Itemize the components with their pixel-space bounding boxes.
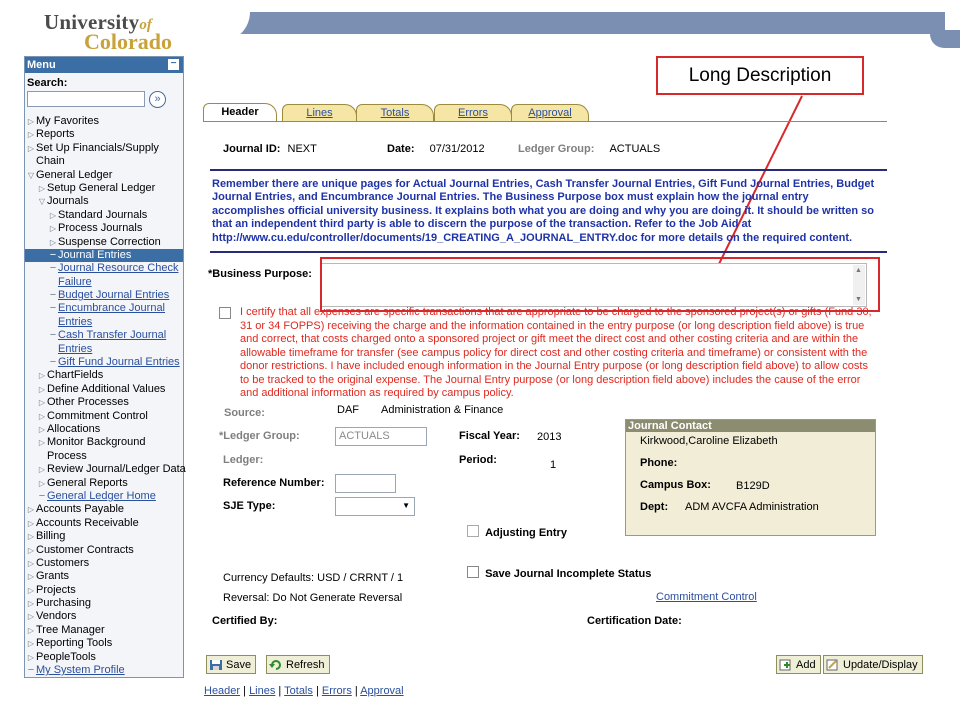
expand-icon: ▷ (27, 545, 35, 555)
expand-icon: ▷ (27, 143, 35, 153)
save-icon (209, 659, 223, 671)
sidebar-item-label: Define Additional Values (47, 382, 166, 395)
sidebar-item[interactable] (25, 477, 183, 490)
fiscal-year-value: 2013 (537, 431, 562, 443)
sidebar-item-label: Suspense Correction (58, 235, 161, 248)
sidebar-item-label: Accounts Payable (36, 503, 125, 516)
campus-box-label: Campus Box: (640, 479, 711, 491)
adjusting-entry-checkbox[interactable] (467, 525, 479, 537)
ledger-group-label: Ledger Group: (518, 143, 595, 155)
journal-contact-box (625, 419, 876, 536)
sidebar-item[interactable] (25, 316, 183, 329)
save-label: Save (226, 659, 252, 671)
footer-link-errors[interactable]: Errors (321, 685, 352, 697)
sidebar-item-label: Entries (58, 315, 93, 328)
sidebar-item-label: My Favorites (36, 115, 99, 127)
long-description-highlight (320, 257, 880, 312)
sidebar-item-label: Grants (36, 570, 70, 583)
footer-links (204, 685, 404, 697)
expand-icon: ▷ (38, 438, 46, 448)
fiscal-year-label: Fiscal Year: (459, 430, 520, 442)
add-button[interactable] (776, 655, 821, 674)
tab-header[interactable]: Header (203, 103, 277, 121)
update-display-label: Update/Display (843, 659, 918, 671)
long-description-callout: Long Description (656, 56, 864, 95)
sidebar-item[interactable] (25, 142, 183, 155)
sidebar-item[interactable] (25, 557, 183, 570)
refresh-button[interactable] (266, 655, 330, 674)
adjusting-entry-row (467, 525, 567, 539)
expand-icon: ▷ (27, 585, 35, 595)
sidebar-item[interactable] (25, 410, 183, 423)
sidebar-item-label: Customer Contracts (36, 543, 134, 556)
sidebar-item[interactable] (25, 115, 183, 128)
expand-icon: ▷ (27, 572, 35, 582)
leaf-icon: − (49, 289, 57, 302)
scroll-up-icon[interactable]: ▲ (855, 267, 862, 274)
dropdown-arrow-icon: ▼ (402, 501, 410, 510)
certification-text: I certify that all expenses are specific transactions that are appropriate to be charged to the sponsored project(s) or gifts (Fund 30, 31 or 34 FOPPS) receiving the charge and the information contained in the entry purpose (or long description field above) is true and correct, that costs charged onto a sponsored project or gift meet the direct cost and other costing criteria and are within the allowable timeframe for transfer (see campus policy for direct cost and other costing criteria and timeframe) or consistent with the donor restrictions. I have included enough information in the Journal Entry purpose (or long description field above) to allow costs to be tracked to the original expense. The Journal Entry purpose (or long description field above) includes the cause of the error and additional information as required by campus policy. (240, 306, 872, 399)
sidebar-menu (24, 56, 184, 678)
currency-defaults: Currency Defaults: USD / CRRNT / 1 (223, 572, 404, 584)
sidebar-item[interactable] (25, 570, 183, 583)
footer-link-header[interactable]: Header (204, 685, 241, 697)
certification-date-label: Certification Date: (587, 615, 682, 627)
minimize-icon[interactable]: − (168, 59, 179, 70)
date-label: Date: (387, 143, 415, 155)
journal-ledger-group-row (518, 143, 660, 155)
search-go-icon[interactable]: » (149, 91, 166, 108)
journal-date-row (387, 143, 485, 155)
ledger-group-input[interactable]: ACTUALS (335, 427, 427, 446)
reference-number-input[interactable] (335, 474, 396, 493)
sidebar-item[interactable] (25, 517, 183, 530)
sidebar-item[interactable] (25, 490, 183, 503)
leaf-icon: − (49, 302, 57, 315)
scroll-down-icon[interactable]: ▼ (855, 296, 862, 303)
header-band-curve (190, 12, 250, 42)
collapse-icon: ▽ (38, 197, 46, 207)
sidebar-item[interactable] (25, 209, 183, 222)
refresh-label: Refresh (286, 659, 325, 671)
sidebar-item[interactable] (25, 637, 183, 650)
sidebar-item-label: Customers (36, 556, 90, 569)
sidebar-item-label: Allocations (47, 422, 101, 435)
sidebar-item-label: Entries (58, 342, 93, 355)
sidebar-item-label: Vendors (36, 610, 77, 623)
expand-icon: ▷ (27, 130, 35, 140)
sidebar-item-label: Setup General Ledger (47, 181, 156, 194)
expand-icon: ▷ (27, 558, 35, 568)
tab-totals[interactable]: Totals (356, 104, 434, 121)
dept-value: ADM AVCFA Administration (685, 501, 819, 513)
sidebar-item-label: Standard Journals (58, 208, 148, 221)
period-label: Period: (459, 454, 497, 466)
sje-type-label: SJE Type: (223, 500, 276, 512)
sidebar-item[interactable] (25, 329, 183, 342)
expand-icon: ▷ (38, 411, 46, 421)
collapse-icon: ▽ (27, 170, 35, 180)
source-label: Source: (224, 407, 265, 419)
contact-phone-label: Phone: (640, 457, 678, 469)
sidebar-item[interactable] (25, 624, 183, 637)
sidebar-item[interactable] (25, 463, 186, 476)
divider-top (210, 169, 887, 171)
sidebar-item[interactable] (25, 651, 183, 664)
link-separator: | (240, 685, 250, 697)
sidebar-item[interactable] (25, 423, 183, 436)
sje-type-select[interactable] (335, 497, 415, 516)
journal-id-label: Journal ID: (223, 143, 281, 155)
sidebar-item[interactable] (25, 610, 183, 623)
sidebar-item-label: Process Journals (58, 222, 143, 235)
sidebar-item-label: General Ledger (36, 168, 113, 181)
footer-link-approval[interactable]: Approval (360, 685, 404, 697)
save-incomplete-row (467, 566, 651, 580)
sidebar-item[interactable] (25, 155, 183, 168)
update-display-button[interactable] (823, 655, 923, 674)
link-separator: | (351, 685, 361, 697)
sidebar-item-label: General Ledger Home (47, 489, 156, 502)
search-label: Search: (27, 77, 68, 89)
leaf-icon: − (49, 329, 57, 342)
sidebar-item[interactable] (25, 369, 183, 382)
sidebar-item[interactable] (25, 289, 183, 302)
sidebar-item-label: Set Up Financials/Supply (36, 141, 159, 154)
sidebar-item[interactable] (25, 182, 183, 195)
sidebar-item[interactable] (25, 450, 183, 463)
sidebar-item-label: Gift Fund Journal Entries (58, 356, 180, 369)
sidebar-item[interactable] (25, 169, 183, 182)
sidebar-item[interactable] (25, 383, 183, 396)
contact-name: Kirkwood,Caroline Elizabeth (640, 435, 778, 447)
tab-lines[interactable]: Lines (282, 104, 357, 121)
expand-icon: ▷ (49, 224, 57, 234)
expand-icon: ▷ (38, 398, 46, 408)
journal-id-row (223, 143, 317, 155)
search-input[interactable] (27, 91, 145, 107)
footer-link-lines[interactable]: Lines (249, 685, 276, 697)
sidebar-item-label: Projects (36, 583, 76, 596)
expand-icon: ▷ (27, 518, 35, 528)
expand-icon: ▷ (27, 505, 35, 515)
expand-icon: ▷ (38, 465, 46, 475)
sidebar-item[interactable] (25, 262, 183, 275)
expand-icon: ▷ (49, 210, 57, 220)
sidebar-item-label: Purchasing (36, 597, 92, 610)
sidebar-item-label: Cash Transfer Journal (58, 329, 167, 342)
reversal-text: Reversal: Do Not Generate Reversal (223, 592, 403, 604)
business-purpose-label: *Business Purpose: (208, 268, 312, 280)
commitment-control-link[interactable]: Commitment Control (656, 591, 757, 603)
expand-icon: ▷ (27, 652, 35, 662)
header-band-corner (930, 30, 960, 48)
leaf-icon: − (49, 262, 57, 275)
expand-icon: ▷ (27, 625, 35, 635)
sidebar-item-label: Failure (58, 275, 92, 288)
sidebar-item-label: PeopleTools (36, 650, 96, 663)
campus-box-value: B129D (736, 480, 770, 492)
leaf-icon: − (49, 248, 57, 261)
journal-contact-title: Journal Contact (626, 420, 875, 432)
sidebar-item-label: Tree Manager (36, 623, 105, 636)
expand-icon: ▷ (38, 384, 46, 394)
certification-checkbox[interactable] (219, 307, 231, 319)
sidebar-item[interactable] (25, 343, 183, 356)
sidebar-item-label: Billing (36, 530, 66, 543)
sidebar-item-label: Other Processes (47, 396, 129, 409)
sidebar-item[interactable] (25, 530, 183, 543)
form-ledger-group-label: *Ledger Group: (219, 430, 300, 442)
footer-link-totals[interactable]: Totals (284, 685, 313, 697)
refresh-icon (269, 659, 283, 671)
source-desc: Administration & Finance (381, 404, 504, 416)
add-icon (779, 659, 793, 671)
sidebar-item[interactable] (25, 664, 183, 677)
sidebar-item-label: Review Journal/Ledger Data (47, 463, 186, 476)
link-separator: | (312, 685, 322, 697)
sidebar-item-label: Encumbrance Journal (58, 302, 166, 315)
business-purpose-notice: Remember there are unique pages for Actual Journal Entries, Cash Transfer Journal Entries, Gift Fund Journal Entries, Budget Journal Entries, and Encumbrance Journal Entries. The Business Purpose box must explain how the journal entry accomplishes official university business. It explains both what you are doing and why you are doing it. It should be written so that an independent third party is able to discern the purpose of the transaction. Refer to the Job Aid at http://www.cu.edu/controller/documents/19_CREATING_A_JOURNAL_ENTRY.doc for more details on the required content. (212, 178, 875, 244)
save-incomplete-label: Save Journal Incomplete Status (485, 568, 652, 580)
expand-icon: ▷ (27, 117, 35, 126)
source-code: DAF (337, 404, 359, 416)
link-separator: | (275, 685, 285, 697)
sidebar-item-label: ChartFields (47, 369, 104, 382)
expand-icon: ▷ (27, 532, 35, 542)
expand-icon: ▷ (38, 478, 46, 488)
expand-icon: ▷ (38, 371, 46, 381)
header-band (190, 12, 945, 34)
divider-bottom (210, 251, 887, 253)
period-value: 1 (550, 459, 557, 471)
sidebar-item-label: Accounts Receivable (36, 516, 139, 529)
sidebar-item[interactable] (25, 544, 183, 557)
sidebar-item-label: Chain (36, 155, 65, 168)
sidebar-item[interactable] (25, 302, 183, 315)
sidebar-item[interactable] (25, 396, 183, 409)
add-label: Add (796, 659, 816, 671)
journal-id-value: NEXT (287, 143, 317, 155)
ledger-group-value: ACTUALS (609, 143, 661, 155)
expand-icon: ▷ (27, 599, 35, 609)
menu-list (25, 115, 186, 677)
leaf-icon: − (38, 489, 46, 502)
sidebar-item-label: Journal Entries (58, 248, 132, 261)
dept-label: Dept: (640, 501, 669, 513)
sidebar-item-label: General Reports (47, 476, 128, 489)
sidebar-item-label: Reporting Tools (36, 637, 113, 650)
sidebar-item-label: Budget Journal Entries (58, 289, 170, 302)
sidebar-item-label: Journal Resource Check (58, 262, 179, 275)
save-incomplete-checkbox[interactable] (467, 566, 479, 578)
sidebar-item-label: Process (47, 449, 87, 462)
expand-icon: ▷ (38, 424, 46, 434)
expand-icon: ▷ (49, 237, 57, 247)
sidebar-item-label: My System Profile (36, 664, 125, 677)
sidebar-item-label: Commitment Control (47, 409, 148, 422)
sidebar-item[interactable] (25, 222, 183, 235)
menu-title: Menu (27, 59, 56, 71)
leaf-icon: − (49, 356, 57, 369)
leaf-icon: − (27, 664, 35, 677)
expand-icon: ▷ (27, 639, 35, 649)
menu-header (25, 57, 183, 73)
sidebar-item-label: Monitor Background (47, 436, 146, 449)
tab-errors[interactable]: Errors (434, 104, 512, 121)
adjusting-entry-label: Adjusting Entry (485, 527, 567, 539)
date-value: 07/31/2012 (429, 143, 485, 155)
reference-number-label: Reference Number: (223, 477, 325, 489)
tab-approval[interactable]: Approval (511, 104, 589, 121)
sidebar-item-label: Reports (36, 128, 75, 141)
sidebar-item[interactable] (25, 503, 183, 516)
sidebar-item[interactable] (25, 356, 183, 369)
update-display-icon (826, 659, 840, 671)
tab-divider (203, 121, 887, 122)
sidebar-item[interactable] (25, 597, 183, 610)
save-button[interactable] (206, 655, 256, 674)
sidebar-item[interactable] (25, 128, 183, 141)
university-logo: Universityof Colorado (44, 10, 172, 54)
sidebar-item-label: Journals (47, 195, 89, 208)
sidebar-item[interactable] (25, 584, 183, 597)
sidebar-item[interactable] (25, 195, 183, 208)
sidebar-item[interactable] (25, 236, 183, 249)
expand-icon: ▷ (27, 612, 35, 622)
sidebar-item[interactable] (25, 249, 183, 262)
expand-icon: ▷ (38, 183, 46, 193)
certified-by-label: Certified By: (212, 615, 278, 627)
ledger-label: Ledger: (223, 454, 264, 466)
sidebar-item[interactable] (25, 276, 183, 289)
sidebar-item[interactable] (25, 436, 183, 449)
